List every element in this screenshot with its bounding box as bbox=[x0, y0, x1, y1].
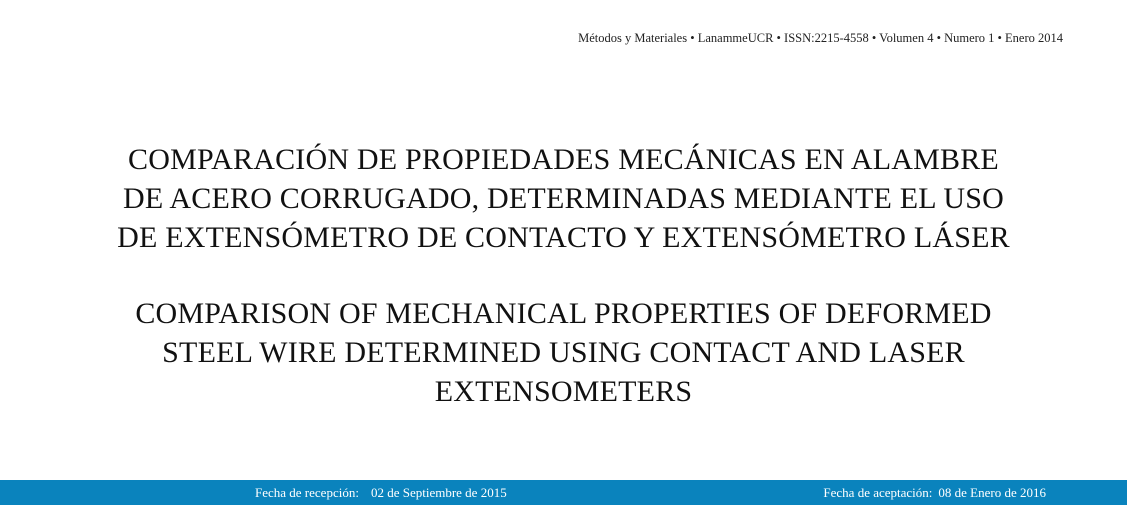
spanish-title-line: DE EXTENSÓMETRO DE CONTACTO Y EXTENSÓMETRO LÁSER bbox=[117, 221, 1010, 254]
english-title-line: EXTENSOMETERS bbox=[434, 375, 693, 408]
acceptance-date-value: 08 de Enero de 2016 bbox=[938, 485, 1046, 500]
acceptance-date-label: Fecha de aceptación: bbox=[823, 485, 933, 500]
reception-date-label: Fecha de recepción: bbox=[255, 485, 359, 500]
reception-date-value: 02 de Septiembre de 2015 bbox=[370, 485, 507, 500]
english-title bbox=[0, 294, 1127, 411]
dates-bar bbox=[0, 480, 1127, 505]
spanish-title bbox=[0, 140, 1127, 257]
reception-date bbox=[255, 485, 507, 501]
english-title-line: COMPARISON OF MECHANICAL PROPERTIES OF DEFORMED bbox=[135, 297, 992, 330]
acceptance-date bbox=[823, 485, 1046, 501]
spanish-title-line: COMPARACIÓN DE PROPIEDADES MECÁNICAS EN ALAMBRE bbox=[128, 143, 999, 176]
english-title-line: STEEL WIRE DETERMINED USING CONTACT AND LASER bbox=[162, 336, 965, 369]
spanish-title-line: DE ACERO CORRUGADO, DETERMINADAS MEDIANTE EL USO bbox=[123, 182, 1004, 215]
journal-citation-header: Métodos y Materiales • LanammeUCR • ISSN:2215-4558 • Volumen 4 • Numero 1 • Enero 2014 bbox=[578, 31, 1063, 45]
